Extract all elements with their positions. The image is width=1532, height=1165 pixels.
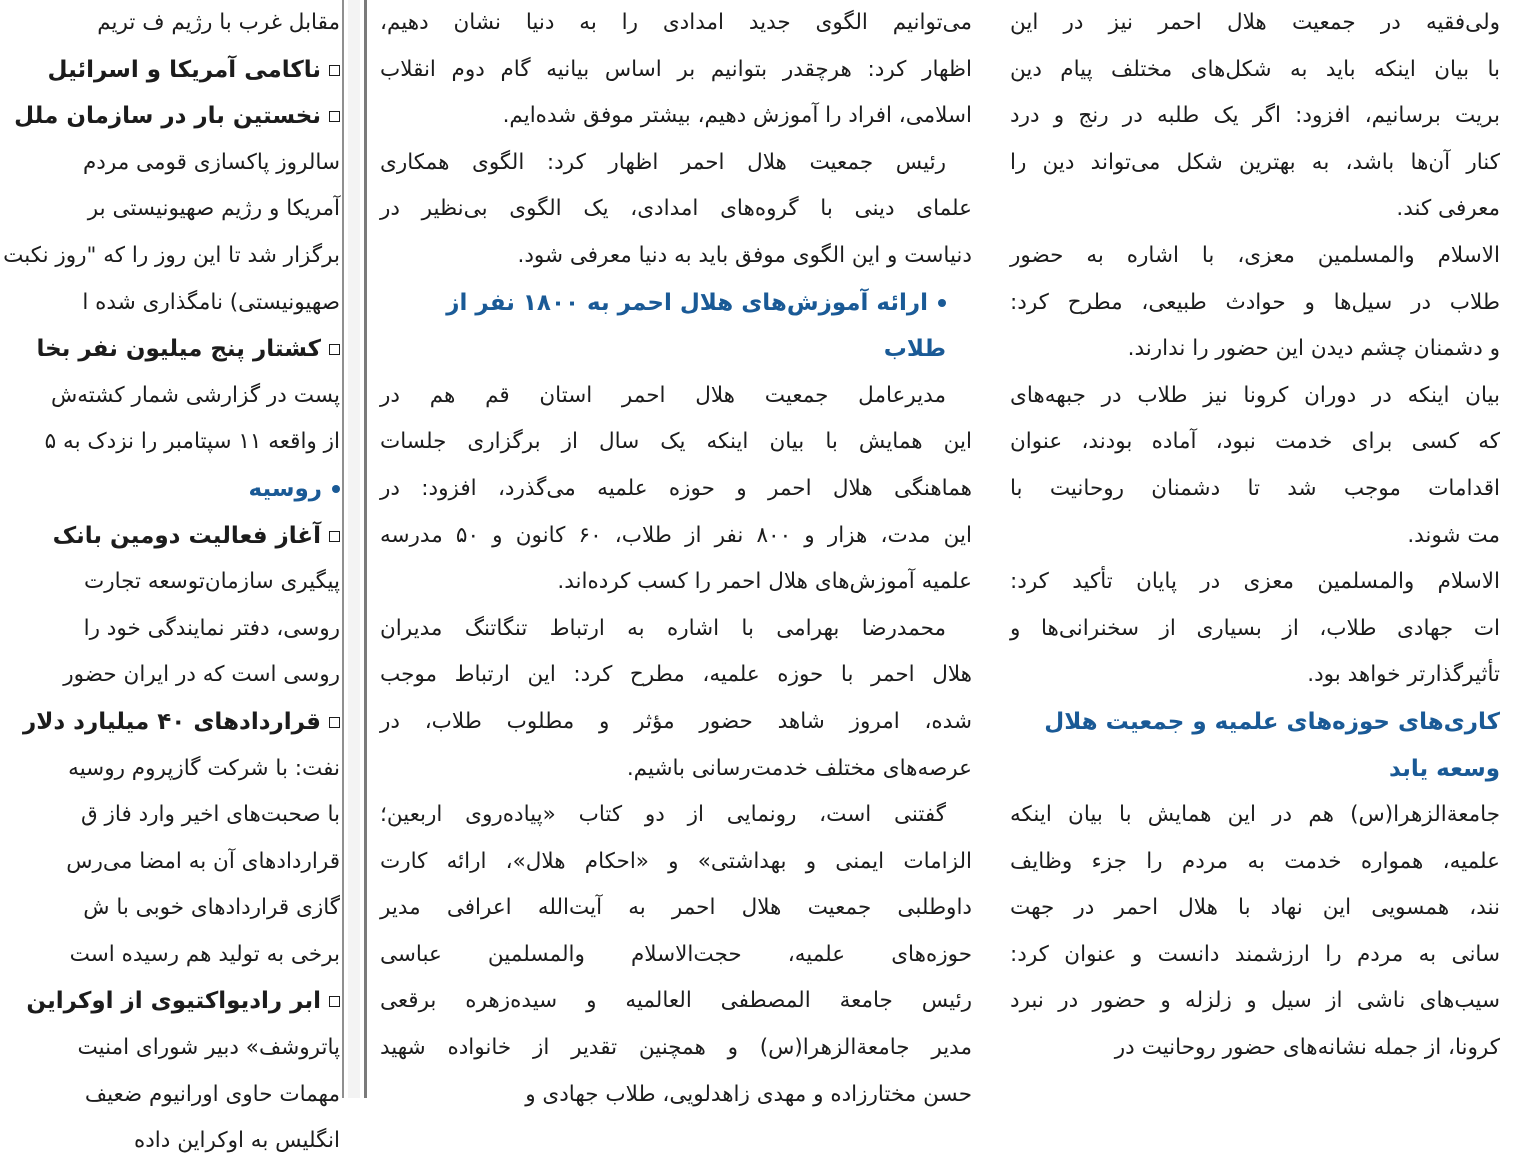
right-text-line: الاسلام والمسلمین معزی، با اشاره به حضور [1010, 242, 1500, 268]
middle-column-body [380, 0, 972, 1118]
middle-text-line: مدیر جامعة‌الزهرا(س) و همچنین تقدیر از خانواده شهید [380, 1035, 972, 1061]
column-divider-right [364, 0, 367, 1098]
left-text-line: روسی است که در ایران حضور [63, 662, 340, 688]
right-text-line: اقدامات موجب شد تا دشمنان روحانیت با [1010, 475, 1500, 501]
right-text-line: الاسلام والمسلمین معزی در پایان تأکید کرد: [1010, 569, 1500, 595]
right-text-line: معرفی کند. [1396, 196, 1500, 222]
left-section-title-text: روسیه [248, 475, 322, 502]
middle-text-line: علمای دینی با گروه‌های امدادی، یک الگوی بی‌نظیر در [380, 196, 972, 222]
square-bullet-icon [329, 344, 340, 355]
middle-text-line: رئیس جامعة المصطفی العالمیه و سیده‌زهره برقعی [380, 988, 972, 1014]
right-column [1012, 0, 1532, 1098]
square-bullet-icon [329, 717, 340, 728]
middle-text-line: گفتنی است، رونمایی از دو کتاب «پیاده‌روی اربعین؛ [380, 802, 946, 828]
middle-text-line: می‌توانیم الگوی جدید امدادی را به دنیا نشان دهیم، [380, 10, 972, 35]
left-headline [0, 699, 340, 746]
middle-text-line: شده، امروز شاهد حضور مؤثر و مطلوب طلاب، در [380, 708, 972, 734]
left-text-line: از واقعه ۱۱ سپتامبر را نزدک به ۵ [44, 429, 340, 455]
middle-text-line: علمیه آموزش‌های هلال احمر را کسب کرده‌اند. [557, 569, 972, 595]
middle-text-line: هماهنگی هلال احمر و حوزه علمیه می‌گذرد، افزود: در [380, 475, 972, 501]
left-text-line: با صحبت‌های اخیر وارد فاز ق [81, 802, 340, 828]
left-headline [0, 93, 340, 140]
left-headline-text: کشتار پنج میلیون نفر بخا [36, 336, 321, 363]
bullet-dot-icon [938, 299, 946, 307]
right-text-line: بریت برسانیم، افزود: اگر یک طلبه در رنج و درد [1010, 103, 1500, 129]
left-text-line: گازی قراردادهای خوبی با ش [83, 895, 340, 921]
left-text-line: مقابل غرب با رژیم ف تریم [97, 10, 340, 35]
left-headline [0, 978, 340, 1025]
left-headline-text: ابر رادیواکتیوی از اوکراین [26, 988, 321, 1015]
middle-text-line: این همایش با بیان اینکه یک سال از برگزاری جلسات [380, 429, 972, 455]
right-text-line: نند، همسویی این نهاد با هلال احمر در جهت [1010, 895, 1500, 921]
left-text-line: انگلیس به اوکراین داده [133, 1128, 340, 1154]
left-text-line: پاتروشف» دبیر شورای امنیت [77, 1035, 340, 1061]
left-headline-text: قراردادهای ۴۰ میلیارد دلار [22, 708, 321, 735]
right-text-line: و دشمنان چشم دیدن این حضور را ندارند. [1127, 336, 1500, 362]
right-text-line: سانی به مردم را ارزشمند دانست و عنوان کرد: [1010, 941, 1500, 967]
middle-text-line: حوزه‌های علمیه، حجت‌الاسلام والمسلمین عباسی [380, 941, 972, 967]
middle-text-line: محمدرضا بهرامی با اشاره به ارتباط تنگاتنگ مدیران [380, 615, 946, 641]
middle-text-line: رئیس جمعیت هلال احمر اظهار کرد: الگوی همکاری [380, 149, 946, 175]
left-headline-text: ناکامی آمریکا و اسرائیل [47, 56, 321, 83]
right-text-line: بیان اینکه در دوران کرونا نیز طلاب در جبهه‌های [1010, 382, 1500, 408]
left-headline-text: آغاز فعالیت دومین بانک [52, 522, 321, 549]
middle-text-line: این مدت، هزار و ۸۰۰ نفر از طلاب، ۶۰ کانون و ۵۰ مدرسه [380, 522, 972, 548]
right-text-line: سیب‌های ناشی از سیل و زلزله و حضور در نبرد [1010, 988, 1500, 1014]
left-headline [0, 47, 340, 94]
right-subheadline: کاری‌های حوزه‌های علمیه و جمعیت هلال [1044, 708, 1500, 735]
square-bullet-icon [329, 531, 340, 542]
left-text-line: قراردادهای آن به امضا می‌رس [66, 848, 340, 874]
right-subheadline: وسعه یابد [1388, 755, 1500, 782]
left-text-line: مهمات حاوی اورانیوم ضعیف [84, 1081, 340, 1107]
middle-text-line: حسن مختارزاده و مهدی زاهدلویی، طلاب جهادی و [525, 1081, 972, 1107]
right-text-line: که کسی برای خدمت نبود، آماده بودند، عنوان [1010, 429, 1500, 455]
middle-subheadline-text: ارائه آموزش‌های هلال احمر به ۱۸۰۰ نفر از طلاب [446, 289, 946, 363]
left-text-line: برگزار شد تا این روز را که "روز نکبت [3, 242, 340, 268]
left-text-line: صهیونیستی) نامگذاری شده ا [82, 289, 340, 315]
left-text-line: پیگیری سازمان‌توسعه تجارت [83, 569, 340, 595]
right-text-line: جامعةالزهرا(س) هم در این همایش با بیان اینکه [1010, 802, 1500, 828]
middle-subheadline [380, 280, 972, 373]
middle-text-line: داوطلبی جمعیت هلال احمر به آیت‌الله اعرافی مدیر [380, 895, 972, 921]
middle-text-line: اسلامی، افراد را آموزش دهیم، بیشتر موفق شده‌ایم. [502, 103, 972, 129]
left-headline [0, 513, 340, 560]
right-column-body [1010, 0, 1500, 1072]
left-column-body [0, 0, 340, 1165]
square-bullet-icon [329, 111, 340, 122]
middle-text-line: هلال احمر با حوزه علمیه، مطرح کرد: این ارتباط موجب [380, 662, 972, 688]
middle-column [380, 0, 972, 1107]
right-text-line: طلاب در سیل‌ها و حوادث طبیعی، مطرح کرد: [1010, 289, 1500, 315]
right-text-line: با بیان اینکه باید به شکل‌های مختلف پیام دین [1010, 56, 1500, 82]
right-text-line: ولی‌فقیه در جمعیت هلال احمر نیز در این [1010, 10, 1500, 35]
middle-text-line: اظهار کرد: هرچقدر بتوانیم بر اساس بیانیه گام دوم انقلاب [380, 56, 972, 82]
left-text-line: آمریکا و رژیم صهیونیستی بر [87, 196, 340, 222]
left-text-line: پست در گزارشی شمار کشته‌ش [50, 382, 340, 408]
middle-text-line: الزامات ایمنی و بهداشتی» و «احکام هلال»، ارائه کارت [380, 848, 972, 874]
right-text-line: مت شوند. [1407, 522, 1500, 548]
left-section-title [0, 466, 340, 513]
square-bullet-icon [329, 996, 340, 1007]
middle-text-line: عرصه‌های مختلف خدمت‌رسانی باشیم. [626, 755, 972, 781]
column-divider-left [342, 0, 344, 1098]
middle-text-line: مدیرعامل جمعیت هلال احمر استان قم هم در [380, 382, 946, 408]
bullet-dot-icon [332, 485, 340, 493]
left-text-line: سالروز پاکسازی قومی مردم [82, 149, 340, 175]
middle-text-line: دنیاست و این الگوی موفق باید به دنیا معرفی شود. [517, 242, 972, 268]
left-text-line: برخی به تولید هم رسیده است [69, 941, 340, 967]
left-text-line: نفت: با شرکت گازپروم روسیه [68, 755, 340, 781]
square-bullet-icon [329, 65, 340, 76]
right-text-line: تأثیرگذارتر خواهد بود. [1307, 662, 1500, 688]
right-text-line: ات جهادی طلاب، از بسیاری از سخنرانی‌ها و [1010, 615, 1500, 641]
left-headline [0, 326, 340, 373]
right-text-line: علمیه، همواره خدمت به مردم را جزء وظایف [1010, 848, 1500, 874]
left-column [0, 0, 340, 1154]
right-text-line: کرونا، از جمله نشانه‌های حضور روحانیت در [1114, 1035, 1500, 1061]
right-text-line: کنار آن‌ها باشد، به بهترین شکل می‌تواند دین را [1010, 149, 1500, 175]
left-headline-text: نخستین بار در سازمان ملل [14, 103, 321, 130]
left-text-line: روسی، دفتر نمایندگی خود را [83, 615, 340, 641]
